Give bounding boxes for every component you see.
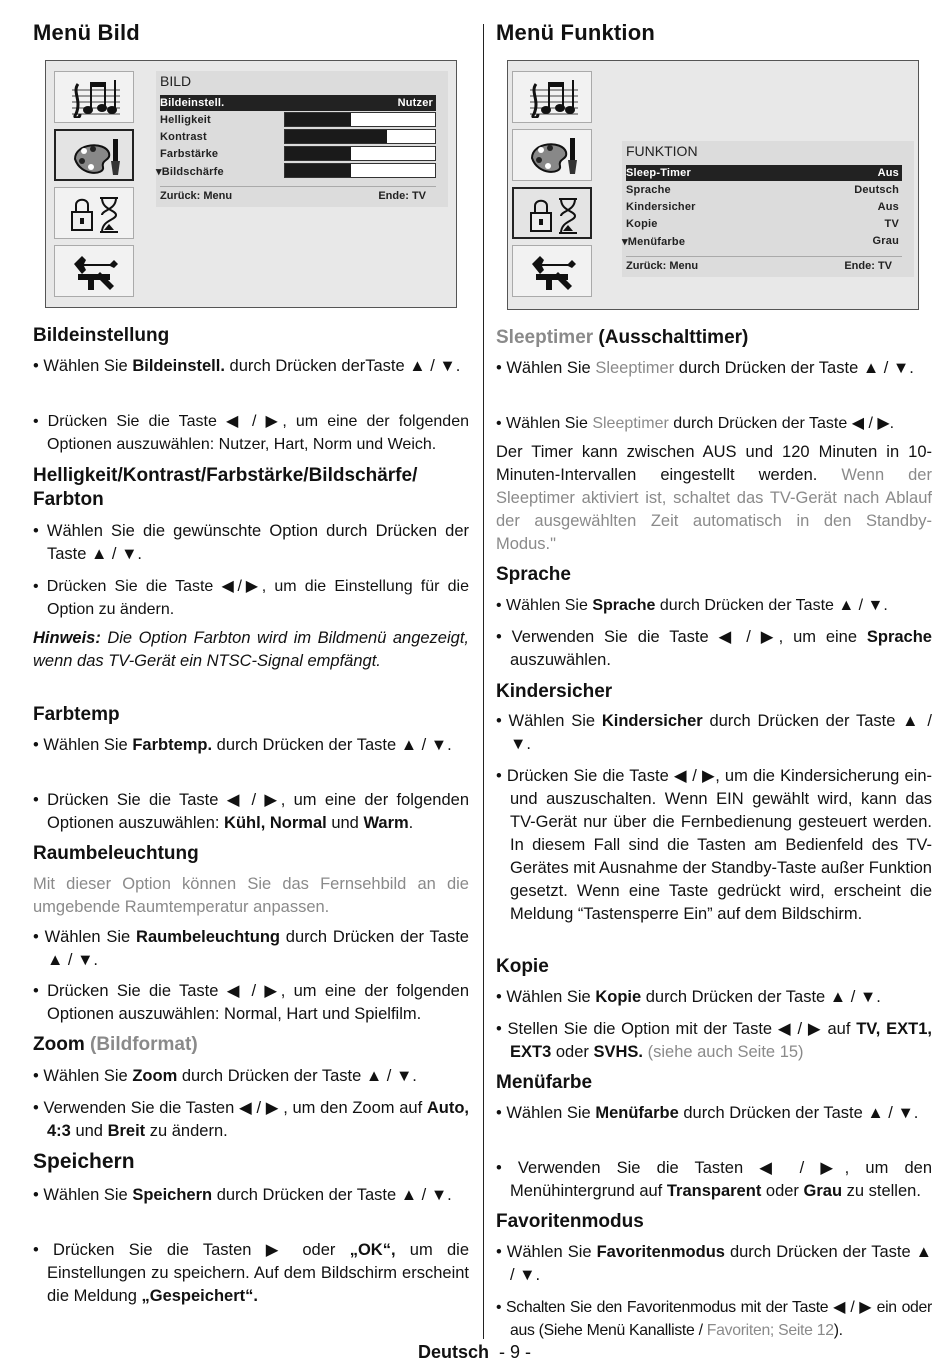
para: • Drücken Sie die Taste ◀ / ▶, um eine der folgenden Optionen auszuwählen: Kühl, Normal und Warm. <box>33 791 469 832</box>
para: • Wählen Sie Menüfarbe durch Drücken der Taste ▲ / ▼. <box>496 1104 919 1122</box>
music-icon <box>528 78 580 118</box>
osd-row-label: Sleep-Timer <box>626 167 691 179</box>
osd-row-bildeinstell <box>160 95 436 111</box>
footer-language: Deutsch <box>418 1342 490 1362</box>
osd-row-label: Kontrast <box>160 131 207 143</box>
osd-row-label: ▾Menüfarbe <box>622 235 686 248</box>
lock-timer-icon <box>70 194 122 234</box>
palette-icon <box>528 136 580 176</box>
menu-bild-heading: Menü Bild <box>33 20 140 45</box>
osd-end-label: Ende: TV <box>844 259 892 272</box>
para: • Wählen Sie Farbtemp. durch Drücken der Taste ▲ / ▼. <box>33 736 452 754</box>
osd-row-kontrast <box>160 129 280 145</box>
heading-kindersicher: Kindersicher <box>496 681 613 702</box>
osd-row-label: Bildeinstell. <box>160 97 225 109</box>
para: • Wählen Sie die gewünschte Option durch Drücken der Taste ▲ / ▼. <box>33 522 469 563</box>
para: • Wählen Sie Speichern durch Drücken der Taste ▲ / ▼. <box>33 1186 452 1204</box>
osd-funktion-screenshot <box>507 60 919 310</box>
osd-row-kopie <box>626 216 902 232</box>
osd-bild-panel <box>156 71 448 207</box>
para: • Stellen Sie die Option mit der Taste ◀ / ▶ auf TV, EXT1, EXT3 oder SVHS. (siehe auch Seite 15) <box>496 1020 932 1061</box>
menu-icon-cell <box>54 71 134 123</box>
para: • Drücken Sie die Tasten ▶ oder „OK“, um die Einstellungen zu speichern. Auf dem Bildschirm erscheint die Meldung „Gespeichert“. <box>33 1241 470 1305</box>
para: • Verwenden Sie die Tasten ◀ / ▶, um den Menühintergrund auf Transparent oder Grau zu stellen. <box>496 1159 932 1200</box>
osd-back-label: Zurück: Menu <box>626 259 699 272</box>
menu-icon-cell-selected <box>512 187 592 239</box>
bar-fill <box>285 164 351 177</box>
menu-icon-cell-selected <box>54 129 134 181</box>
osd-row-label: Kopie <box>626 218 658 230</box>
osd-row-sprache <box>626 182 902 198</box>
tools-icon <box>528 252 580 292</box>
heading-zoom: Zoom (Bildformat) <box>33 1034 198 1055</box>
heading-speichern: Speichern <box>33 1150 135 1173</box>
para: • Drücken Sie die Taste ◀ / ▶, um eine der folgenden Optionen auszuwählen: Normal, Hart und Spielfilm. <box>33 982 469 1023</box>
heading-raumbeleuchtung: Raumbeleuchtung <box>33 843 199 864</box>
heading-bildeinstellung: Bildeinstellung <box>33 325 170 346</box>
bar-fill <box>285 113 351 126</box>
osd-row-value: Aus <box>877 167 899 179</box>
osd-bild-title: BILD <box>160 73 192 89</box>
bildschaerfe-bar <box>284 163 436 178</box>
osd-row-farbstaerke <box>160 146 280 162</box>
osd-row-label: Sprache <box>626 184 671 196</box>
menu-icon-cell <box>54 245 134 297</box>
osd-end-label: Ende: TV <box>378 189 426 202</box>
para-hinweis: Hinweis: Die Option Farbton wird im Bildmenü angezeigt, wenn das TV-Gerät ein NTSC-Signal empfängt. <box>33 629 469 670</box>
osd-row-value: Aus <box>877 201 899 213</box>
music-icon <box>70 78 122 118</box>
osd-back-label: Zurück: Menu <box>160 189 233 202</box>
osd-row-value: Grau <box>872 235 899 247</box>
heading-menuefarbe: Menüfarbe <box>496 1072 593 1093</box>
osd-footer <box>160 186 436 202</box>
menu-icon-cell <box>512 71 592 123</box>
para: • Wählen Sie Favoritenmodus durch Drücken der Taste ▲ / ▼. <box>496 1243 933 1284</box>
osd-row-helligkeit <box>160 112 280 128</box>
kontrast-bar <box>284 129 436 144</box>
farbstaerke-bar <box>284 146 436 161</box>
osd-row-menuefarbe <box>622 233 902 249</box>
menu-icon-cell <box>54 187 134 239</box>
heading-farbtemp: Farbtemp <box>33 704 120 725</box>
osd-row-label: Farbstärke <box>160 148 219 160</box>
helligkeit-bar <box>284 112 436 127</box>
menu-funktion-heading: Menü Funktion <box>496 20 656 45</box>
osd-row-value: TV <box>884 218 899 230</box>
osd-row-bildschaerfe <box>156 163 276 179</box>
osd-row-label: Kindersicher <box>626 201 696 213</box>
heading-kopie: Kopie <box>496 956 549 977</box>
para: • Wählen Sie Kopie durch Drücken der Taste ▲ / ▼. <box>496 988 881 1006</box>
para: • Wählen Sie Zoom durch Drücken der Taste ▲ / ▼. <box>33 1067 417 1085</box>
heading-helligkeit: Helligkeit/Kontrast/Farbstärke/Bildschärfe/ Farbton <box>33 465 418 510</box>
para: • Wählen Sie Sleeptimer durch Drücken der Taste ▲ / ▼. <box>496 359 914 377</box>
lock-timer-icon <box>529 195 581 235</box>
osd-footer <box>626 256 902 272</box>
para: • Drücken Sie die Taste ◀/▶, um die Einstellung für die Option zu ändern. <box>33 578 469 618</box>
para: • Wählen Sie Sleeptimer durch Drücken der Taste ◀ / ▶. <box>496 415 895 432</box>
para: • Drücken Sie die Taste ◀ / ▶, um eine der folgenden Optionen auszuwählen: Nutzer, Hart, Norm und Weich. <box>33 413 469 453</box>
column-divider <box>483 24 484 1339</box>
page-number: - 9 - <box>499 1342 532 1362</box>
osd-funktion-panel <box>622 141 914 277</box>
para: Der Timer kann zwischen AUS und 120 Minuten in 10-Minuten-Intervallen eingestellt werden. Wenn der Sleeptimer aktiviert ist, schaltet das TV-Gerät nach Ablauf der ausgewählten Zeit automatisch in den Standby-Modus." <box>496 443 932 553</box>
palette-icon <box>71 137 123 177</box>
osd-row-label: ▾Bildschärfe <box>156 165 224 178</box>
heading-favoritenmodus: Favoritenmodus <box>496 1211 644 1232</box>
tools-icon <box>70 252 122 292</box>
osd-row-sleep-timer <box>626 165 902 181</box>
osd-row-label: Helligkeit <box>160 114 211 126</box>
para: Mit dieser Option können Sie das Fernsehbild an die umgebende Raumtemperatur anpassen. <box>33 875 469 916</box>
para: • Wählen Sie Raumbeleuchtung durch Drücken der Taste ▲ / ▼. <box>33 928 469 969</box>
osd-bild-screenshot <box>45 60 457 308</box>
para: • Wählen Sie Bildeinstell. durch Drücken derTaste ▲ / ▼. <box>33 357 461 375</box>
bar-fill <box>285 130 387 143</box>
heading-sleeptimer: Sleeptimer (Ausschalttimer) <box>496 327 749 348</box>
bar-fill <box>285 147 351 160</box>
menu-icon-cell <box>512 245 592 297</box>
para: • Drücken Sie die Taste ◀ / ▶, um die Kindersicherung ein- und auszuschalten. Wenn EIN gewählt wird, kann das TV-Gerät nur über die Fernbedienung gesteuert werden. In diesem Fall sind die Tasten am Bedienfeld des TV-Gerätes mit Ausnahme der Standby-Taste außer Funktion gesetzt. Wenn eine Taste gedrückt wird, erscheint die Meldung “Tastensperre Ein” auf dem Bildschirm. <box>496 767 932 923</box>
menu-icon-cell <box>512 129 592 181</box>
heading-sprache: Sprache <box>496 564 571 585</box>
osd-row-kindersicher <box>626 199 902 215</box>
osd-row-value: Deutsch <box>854 184 899 196</box>
osd-row-value: Nutzer <box>397 97 433 109</box>
para: • Schalten Sie den Favoritenmodus mit der Taste ◀ / ▶ ein oder aus (Siehe Menü Kanalliste / Favoriten; Seite 12). <box>496 1299 932 1339</box>
osd-funktion-title: FUNKTION <box>626 143 698 159</box>
para: • Verwenden Sie die Tasten ◀ / ▶ , um den Zoom auf Auto, 4:3 und Breit zu ändern. <box>33 1099 469 1140</box>
page-footer <box>418 1342 531 1363</box>
para: • Wählen Sie Sprache durch Drücken der Taste ▲ / ▼. <box>496 597 888 614</box>
para: • Wählen Sie Kindersicher durch Drücken der Taste ▲ / ▼. <box>496 712 932 753</box>
para: • Verwenden Sie die Taste ◀ / ▶, um eine Sprache auszuwählen. <box>496 628 932 669</box>
